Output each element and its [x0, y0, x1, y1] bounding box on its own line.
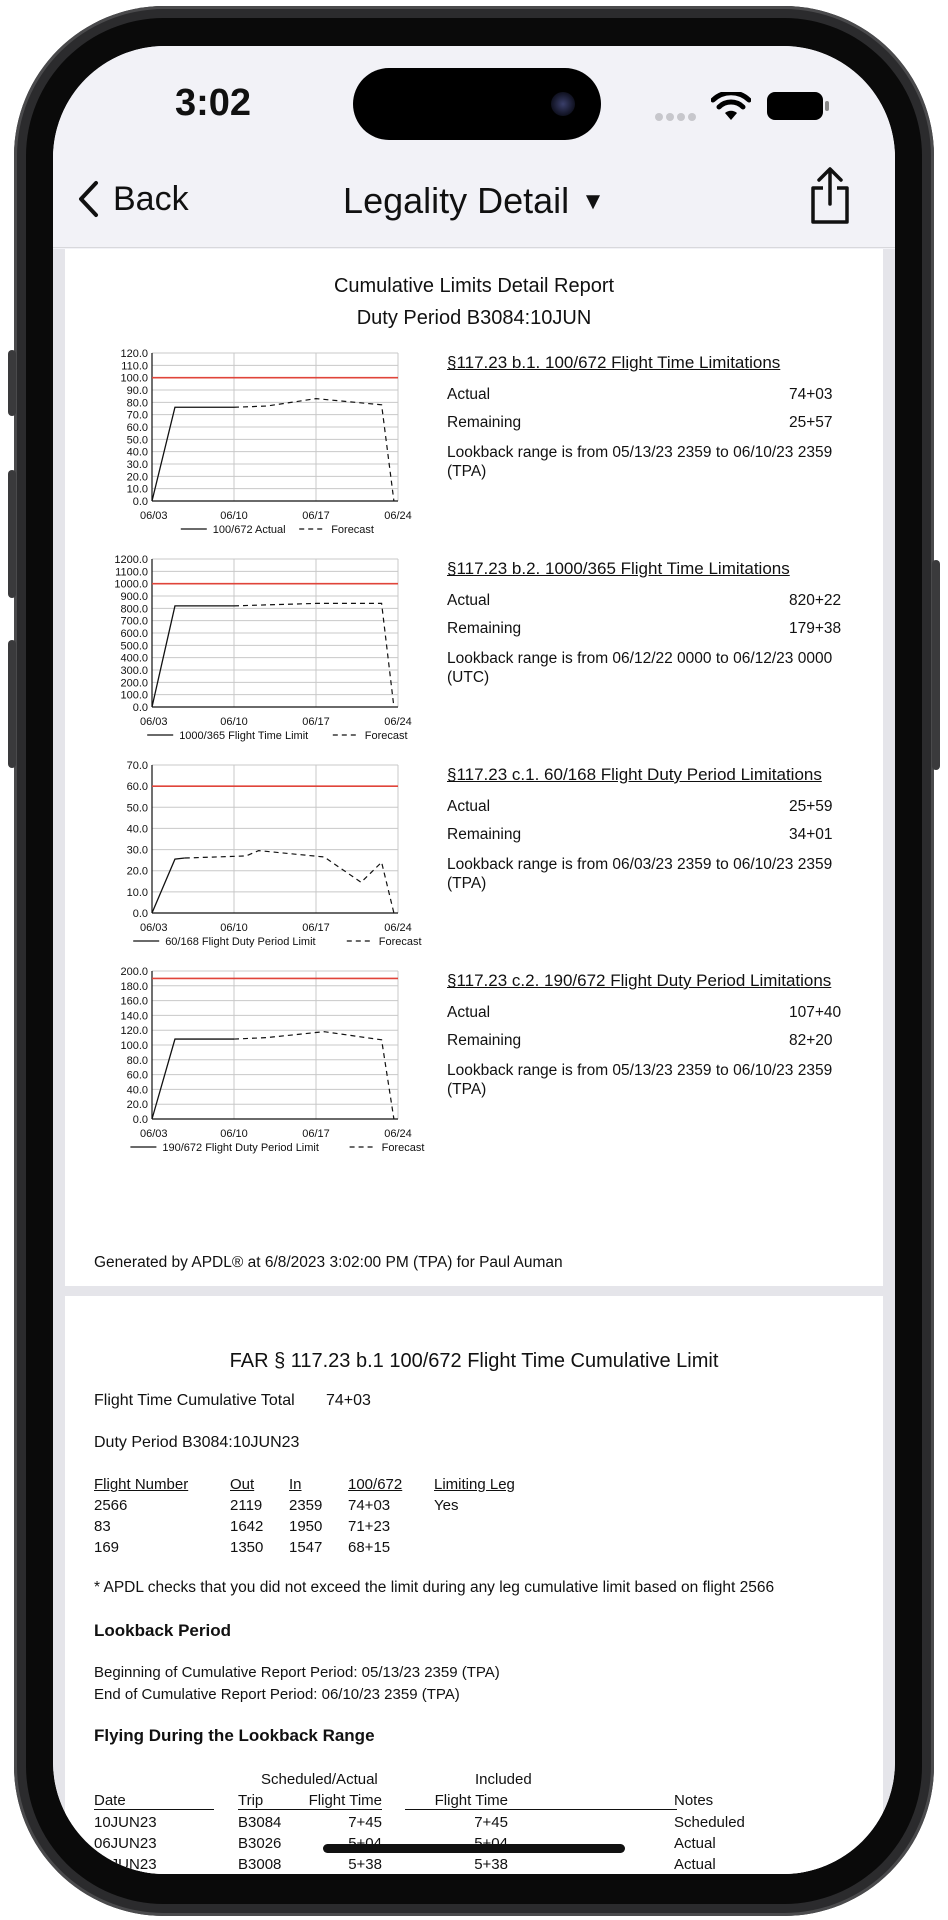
cell-included-time: 7+45 — [474, 1814, 508, 1831]
limit-title[interactable]: §117.23 c.2. 190/672 Flight Duty Period Limitations — [447, 971, 832, 990]
cumulative-total-label: Flight Time Cumulative Total — [94, 1392, 295, 1409]
cell-notes: Actual — [674, 1856, 716, 1873]
cell-flight: 169 — [94, 1539, 120, 1556]
lookback-range: Lookback range is from 06/12/22 0000 to 06/12/23 0000 (UTC) — [447, 650, 833, 686]
x-tick-label: 06/17 — [302, 510, 330, 522]
remaining-label: Remaining — [447, 414, 522, 431]
y-tick-label: 50.0 — [126, 802, 148, 815]
y-tick-label: 1000.0 — [114, 578, 148, 591]
y-tick-label: 70.0 — [126, 409, 148, 422]
cell-in: 1547 — [289, 1539, 323, 1556]
remaining-label: Remaining — [447, 826, 522, 843]
actual-label: Actual — [447, 386, 491, 403]
report-title: Cumulative Limits Detail Report — [333, 275, 615, 297]
legend-actual-label: 60/168 Flight Duty Period Limit — [165, 936, 316, 948]
y-tick-label: 60.0 — [126, 422, 148, 434]
forecast-series-line — [185, 851, 394, 913]
actual-series-line — [152, 858, 185, 913]
lookback-range: Lookback range is from 05/13/23 2359 to 06/10/23 2359 (TPA) — [447, 1062, 833, 1098]
y-tick-label: 20.0 — [126, 865, 148, 878]
y-tick-label: 500.0 — [120, 640, 148, 653]
volume-down-button — [8, 640, 16, 768]
y-tick-label: 1200.0 — [114, 554, 148, 566]
y-tick-label: 400.0 — [120, 652, 148, 665]
col-out: Out — [230, 1476, 255, 1493]
limit-block-c2 — [447, 971, 857, 1099]
chart-1000-365 — [95, 554, 412, 750]
lookback-range: Lookback range is from 05/13/23 2359 to 06/10/23 2359 (TPA) — [447, 444, 833, 480]
x-tick-label: 06/24 — [384, 1128, 412, 1140]
home-indicator[interactable] — [323, 1844, 625, 1853]
y-tick-label: 600.0 — [120, 628, 148, 640]
y-tick-label: 180.0 — [120, 980, 148, 993]
back-label: Back — [113, 179, 189, 218]
y-tick-label: 20.0 — [126, 1099, 148, 1112]
x-tick-label: 06/03 — [140, 922, 168, 934]
forecast-series-line — [234, 399, 394, 501]
x-tick-label: 06/10 — [220, 922, 248, 934]
remaining-value: 82+20 — [789, 1032, 833, 1049]
group-header-included: Included — [475, 1771, 532, 1788]
y-tick-label: 0.0 — [132, 702, 148, 714]
y-tick-label: 80.0 — [126, 397, 148, 410]
y-tick-label: 70.0 — [126, 760, 148, 772]
chart-svg — [95, 760, 422, 956]
chart-svg — [95, 348, 412, 544]
wifi-icon — [711, 92, 751, 122]
cell-date: 06JUN23 — [94, 1835, 157, 1852]
col-date: Date — [94, 1792, 214, 1810]
y-tick-label: 200.0 — [120, 677, 148, 690]
y-tick-label: 200.0 — [120, 966, 148, 978]
legend-forecast-label: Forecast — [331, 524, 374, 536]
y-tick-label: 0.0 — [132, 1114, 148, 1126]
y-tick-label: 40.0 — [126, 446, 148, 459]
apdl-check-note: * APDL checks that you did not exceed the limit during any leg cumulative limit based on flight 2566 — [94, 1579, 775, 1596]
remaining-value: 34+01 — [789, 826, 833, 843]
x-tick-label: 06/03 — [140, 510, 168, 522]
legend-forecast-label: Forecast — [381, 1142, 425, 1154]
x-tick-label: 06/17 — [302, 922, 330, 934]
battery-icon — [767, 92, 823, 120]
far-cumulative-limit-report — [65, 1296, 883, 1874]
col-flight-number: Flight Number — [94, 1476, 189, 1493]
far-title: FAR § 117.23 b.1 100/672 Flight Time Cumulative Limit — [229, 1350, 719, 1372]
y-tick-label: 0.0 — [132, 908, 148, 920]
y-tick-label: 10.0 — [126, 483, 148, 496]
dynamic-island — [353, 68, 601, 140]
limit-block-c1 — [447, 765, 857, 893]
actual-label: Actual — [447, 592, 491, 609]
remaining-label: Remaining — [447, 620, 522, 637]
y-tick-label: 80.0 — [126, 1054, 148, 1067]
actual-value: 820+22 — [789, 592, 842, 609]
volume-up-button — [8, 470, 16, 598]
page-title-dropdown[interactable] — [53, 180, 895, 222]
chart-190-672 — [95, 966, 425, 1162]
report-scroll-area[interactable] — [53, 249, 895, 1874]
y-tick-label: 30.0 — [126, 459, 148, 471]
status-bar — [53, 46, 895, 150]
col-trip: Trip — [238, 1792, 298, 1810]
x-tick-label: 06/10 — [220, 1128, 248, 1140]
generated-by-text: Generated by APDL® at 6/8/2023 3:02:00 PM (TPA) for Paul Auman — [94, 1254, 563, 1271]
cell-cumulative: 74+03 — [348, 1497, 391, 1514]
y-tick-label: 100.0 — [120, 1040, 148, 1052]
cell-flight: 83 — [94, 1518, 111, 1535]
limit-block-b1 — [447, 353, 857, 481]
cell-in: 2359 — [289, 1497, 323, 1514]
cell-flight-time: 7+45 — [348, 1814, 382, 1831]
y-tick-label: 60.0 — [126, 781, 148, 794]
chart-100-672 — [95, 348, 412, 544]
cumulative-limits-report — [65, 249, 883, 1286]
legend-actual-label: 190/672 Flight Duty Period Limit — [162, 1142, 319, 1154]
remaining-value: 25+57 — [789, 414, 833, 431]
limit-block-b2 — [447, 559, 857, 687]
y-tick-label: 800.0 — [120, 603, 148, 616]
col-100-672: 100/672 — [348, 1476, 403, 1493]
actual-series-line — [152, 1039, 234, 1119]
cell-trip: B3008 — [238, 1856, 282, 1873]
cell-included-time: 5+38 — [474, 1856, 508, 1873]
lookback-end: End of Cumulative Report Period: 06/10/23 2359 (TPA) — [94, 1686, 460, 1703]
lookback-begin: Beginning of Cumulative Report Period: 05/13/23 2359 (TPA) — [94, 1664, 500, 1681]
lookback-range: Lookback range is from 06/03/23 2359 to 06/10/23 2359 (TPA) — [447, 856, 833, 892]
y-tick-label: 60.0 — [126, 1069, 148, 1082]
remaining-value: 179+38 — [789, 620, 842, 637]
y-tick-label: 40.0 — [126, 1084, 148, 1097]
y-tick-label: 120.0 — [120, 1025, 148, 1038]
remaining-label: Remaining — [447, 1032, 522, 1049]
cell-limiting: Yes — [434, 1497, 459, 1514]
actual-label: Actual — [447, 1004, 491, 1021]
cell-out: 1642 — [230, 1518, 264, 1535]
chart-svg — [95, 966, 425, 1162]
chart-svg — [95, 554, 412, 750]
screen — [53, 46, 895, 1874]
actual-value: 74+03 — [789, 386, 833, 403]
y-tick-label: 90.0 — [126, 385, 148, 397]
report-subtitle: Duty Period B3084:10JUN — [356, 307, 592, 329]
actual-value: 107+40 — [789, 1004, 842, 1021]
legend-actual-label: 100/672 Actual — [212, 524, 286, 536]
cell-out: 2119 — [230, 1497, 263, 1514]
cell-flight: 2566 — [94, 1497, 128, 1514]
actual-value: 25+59 — [789, 798, 833, 815]
col-included-flight-time: Flight Time — [405, 1792, 508, 1810]
y-tick-label: 160.0 — [120, 995, 148, 1008]
col-in: In — [289, 1476, 302, 1493]
cell-date: 10JUN23 — [94, 1814, 157, 1831]
limit-title[interactable]: §117.23 b.2. 1000/365 Flight Time Limitations — [447, 559, 790, 578]
y-tick-label: 1100.0 — [115, 566, 148, 579]
cumulative-total-value: 74+03 — [326, 1392, 371, 1409]
power-button — [932, 560, 940, 770]
y-tick-label: 900.0 — [120, 591, 148, 603]
x-tick-label: 06/03 — [140, 1128, 168, 1140]
lookback-heading: Lookback Period — [94, 1621, 231, 1640]
y-tick-label: 100.0 — [120, 372, 148, 385]
y-tick-label: 140.0 — [120, 1010, 148, 1023]
status-time: 3:02 — [175, 82, 252, 124]
camera-icon — [551, 92, 575, 116]
cell-cumulative: 68+15 — [348, 1539, 391, 1556]
share-icon[interactable] — [805, 166, 855, 226]
cell-trip: B3026 — [238, 1835, 282, 1852]
chart-60-168 — [95, 760, 422, 956]
actual-label: Actual — [447, 798, 491, 815]
x-tick-label: 06/10 — [220, 716, 248, 728]
actual-series-line — [152, 407, 234, 501]
y-tick-label: 0.0 — [132, 496, 148, 508]
y-tick-label: 700.0 — [120, 615, 148, 628]
y-tick-label: 110.0 — [121, 360, 148, 373]
cell-signal-icon — [655, 108, 699, 118]
forecast-series-line — [234, 603, 394, 707]
action-button — [8, 350, 16, 416]
x-tick-label: 06/24 — [384, 716, 412, 728]
x-tick-label: 06/24 — [384, 510, 412, 522]
cell-out: 1350 — [230, 1539, 264, 1556]
cell-in: 1950 — [289, 1518, 323, 1535]
cell-date: 05JUN23 — [94, 1856, 157, 1873]
cell-cumulative: 71+23 — [348, 1518, 391, 1535]
y-tick-label: 30.0 — [126, 844, 148, 857]
y-tick-label: 40.0 — [126, 823, 148, 836]
page-title: Legality Detail — [343, 180, 570, 221]
y-tick-label: 10.0 — [126, 886, 148, 899]
col-notes: Notes — [508, 1792, 677, 1810]
legend-forecast-label: Forecast — [364, 730, 408, 742]
y-tick-label: 50.0 — [126, 434, 148, 447]
x-tick-label: 06/03 — [140, 716, 168, 728]
navigation-bar — [53, 150, 895, 248]
x-tick-label: 06/10 — [220, 510, 248, 522]
group-header-scheduled: Scheduled/Actual — [261, 1771, 378, 1788]
duty-period-label: Duty Period B3084:10JUN23 — [94, 1434, 300, 1451]
caret-down-icon: ▼ — [581, 188, 605, 215]
y-tick-label: 300.0 — [120, 665, 148, 677]
cell-trip: B3084 — [238, 1814, 282, 1831]
col-scheduled-flight-time: Flight Time — [298, 1792, 382, 1810]
legend-forecast-label: Forecast — [378, 936, 422, 948]
y-tick-label: 120.0 — [120, 348, 148, 360]
limit-title[interactable]: §117.23 b.1. 100/672 Flight Time Limitations — [447, 353, 781, 372]
x-tick-label: 06/24 — [384, 922, 412, 934]
x-tick-label: 06/17 — [302, 1128, 330, 1140]
x-tick-label: 06/17 — [302, 716, 330, 728]
col-limiting-leg: Limiting Leg — [434, 1476, 515, 1493]
legend-actual-label: 1000/365 Flight Time Limit — [179, 730, 309, 742]
y-tick-label: 20.0 — [126, 471, 148, 484]
cell-notes: Actual — [674, 1835, 716, 1852]
cell-notes: Scheduled — [674, 1814, 745, 1831]
cell-flight-time: 5+38 — [348, 1856, 382, 1873]
flying-heading: Flying During the Lookback Range — [94, 1726, 375, 1745]
limit-title[interactable]: §117.23 c.1. 60/168 Flight Duty Period Limitations — [447, 765, 822, 784]
y-tick-label: 100.0 — [120, 689, 148, 702]
